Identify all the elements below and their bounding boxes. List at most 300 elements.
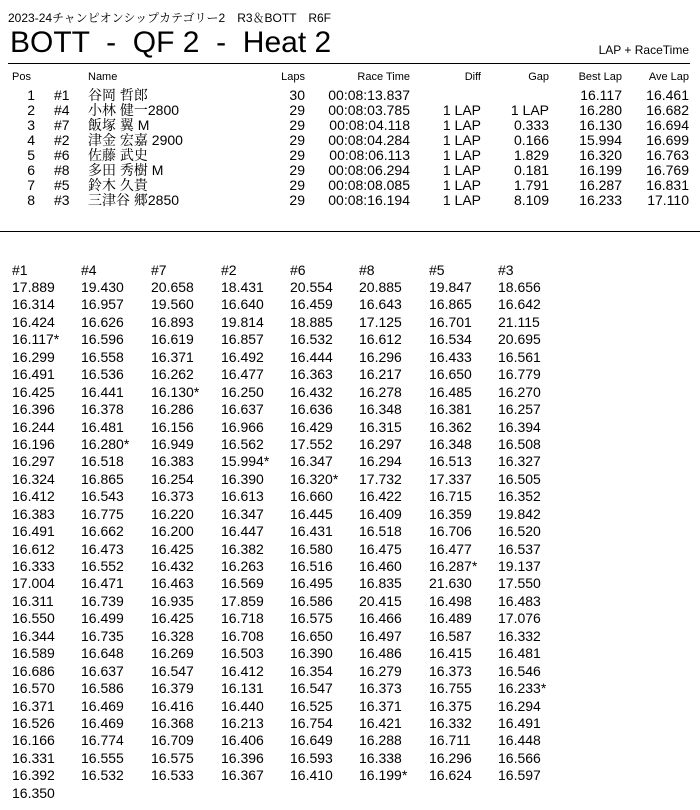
race-title: BOTT - QF 2 - Heat 2 — [10, 26, 332, 59]
lap-time: 16.533 — [151, 767, 194, 784]
lap-time: 21.630 — [429, 575, 472, 592]
lap-time: 16.200 — [151, 523, 194, 540]
result-pos: 5 — [27, 147, 35, 163]
lap-time: 16.373 — [359, 680, 402, 697]
lap-time: 16.296 — [359, 348, 402, 365]
lap-time: 16.447 — [221, 523, 264, 540]
lap-time: 16.432 — [290, 383, 333, 400]
lap-time: 17.076 — [498, 610, 541, 627]
lap-time: 20.554 — [290, 279, 333, 295]
result-diff: 1 LAP — [442, 147, 481, 163]
result-ave-lap: 16.831 — [646, 177, 689, 193]
result-laps: 29 — [289, 162, 305, 178]
lap-time: 16.597 — [498, 767, 541, 784]
lap-time: 16.410 — [290, 767, 333, 784]
result-best-lap: 16.280 — [579, 102, 622, 118]
result-diff: 1 LAP — [442, 117, 481, 133]
lap-time: 16.213 — [221, 714, 264, 731]
col-name-header: Name — [88, 71, 118, 83]
lap-time: 17.550 — [498, 575, 541, 592]
lap-time: 16.613 — [221, 488, 264, 505]
result-best-lap: 16.320 — [579, 147, 622, 163]
lap-time: 16.586 — [81, 680, 124, 697]
lap-time: 16.865 — [429, 296, 472, 313]
lap-time: 16.332 — [498, 627, 541, 644]
result-driver: 鈴木 久貴 — [88, 177, 148, 193]
lap-time: 16.593 — [290, 749, 333, 766]
event-name: 2023-24チャンピオンシップカテゴリー2 R3＆BOTT R6F — [8, 11, 332, 25]
lap-time: 16.562 — [221, 435, 264, 452]
lap-time: 16.412 — [12, 488, 55, 505]
lap-time: 16.347 — [290, 453, 333, 470]
lap-time: 16.546 — [498, 662, 541, 679]
lap-time: 16.394 — [498, 418, 541, 435]
result-laps: 30 — [289, 87, 305, 103]
result-row — [0, 133, 700, 148]
lap-time: 16.626 — [81, 313, 124, 330]
lap-time: 16.503 — [221, 645, 264, 662]
lap-time: 16.532 — [290, 331, 333, 348]
lap-time: 16.270 — [498, 383, 541, 400]
lap-time: 16.350 — [12, 784, 55, 801]
lap-time: 16.220 — [151, 505, 194, 522]
lap-time: 16.491 — [498, 714, 541, 731]
lap-time: 16.382 — [221, 540, 264, 557]
lap-time: 16.257 — [498, 401, 541, 418]
lap-time: 16.354 — [290, 662, 333, 679]
lap-time: 16.580 — [290, 540, 333, 557]
result-race-time: 00:08:06.113 — [329, 147, 410, 163]
lap-time: 16.706 — [429, 523, 472, 540]
lap-time: 16.520 — [498, 523, 541, 540]
result-best-lap: 16.199 — [579, 162, 622, 178]
lap-time: 16.612 — [359, 331, 402, 348]
col-pos-header: Pos — [12, 71, 31, 83]
result-number: #6 — [54, 147, 70, 163]
lap-time: 16.755 — [429, 680, 472, 697]
lap-time: 16.331 — [12, 749, 55, 766]
result-driver: 飯塚 翼 M — [88, 117, 150, 133]
lap-time: 16.117* — [12, 331, 60, 348]
lap-time: 16.441 — [81, 383, 124, 400]
result-pos: 8 — [27, 192, 35, 208]
lap-time: 16.294 — [498, 697, 541, 714]
lap-time: 16.835 — [359, 575, 402, 592]
result-best-lap: 16.233 — [579, 192, 622, 208]
result-gap: 1.791 — [513, 177, 549, 193]
result-best-lap: 15.994 — [579, 132, 622, 148]
lap-time: 18.431 — [221, 279, 264, 295]
lap-time: 17.125 — [359, 313, 402, 330]
lap-column-header: #5 — [429, 262, 445, 278]
result-row — [0, 148, 700, 163]
lap-column-header: #8 — [359, 262, 375, 278]
lap-time: 16.491 — [12, 366, 55, 383]
result-driver: 多田 秀樹 M — [88, 162, 164, 178]
lap-time: 16.575 — [290, 610, 333, 627]
lap-column-header: #1 — [12, 262, 28, 278]
lap-time: 20.695 — [498, 331, 541, 348]
lap-time: 16.324 — [12, 470, 55, 487]
lap-time: 16.352 — [498, 488, 541, 505]
lap-time: 16.294 — [359, 453, 402, 470]
lap-time: 16.297 — [359, 435, 402, 452]
result-ave-lap: 16.461 — [646, 87, 689, 103]
lap-time: 16.711 — [429, 732, 471, 749]
result-driver: 三津谷 郷2850 — [88, 192, 180, 208]
lap-time: 16.320* — [290, 470, 339, 487]
result-pos: 6 — [27, 162, 35, 178]
result-diff: 1 LAP — [442, 162, 481, 178]
lap-time: 16.396 — [221, 749, 264, 766]
lap-time: 16.425 — [151, 540, 194, 557]
lap-time: 16.392 — [12, 767, 55, 784]
lap-time: 16.774 — [81, 732, 124, 749]
lap-column — [81, 261, 129, 785]
result-laps: 29 — [289, 192, 305, 208]
result-laps: 29 — [289, 132, 305, 148]
lap-time: 21.115 — [498, 313, 540, 330]
lap-time: 15.994* — [221, 453, 270, 470]
result-ave-lap: 16.694 — [646, 117, 689, 133]
result-race-time: 00:08:16.194 — [328, 192, 410, 208]
lap-time: 16.735 — [81, 627, 124, 644]
lap-column — [12, 261, 59, 802]
result-row — [0, 163, 700, 178]
lap-time: 16.460 — [359, 558, 402, 574]
lap-time: 16.660 — [290, 488, 333, 505]
lap-time: 16.373 — [429, 662, 472, 679]
title-divider — [8, 63, 690, 64]
result-number: #7 — [54, 117, 70, 133]
lap-time: 16.166 — [12, 732, 55, 749]
result-row — [0, 88, 700, 103]
lap-time: 16.406 — [221, 732, 264, 749]
lap-time: 16.893 — [151, 313, 194, 330]
lap-time: 16.865 — [81, 470, 124, 487]
result-ave-lap: 17.110 — [647, 192, 689, 208]
result-gap: 1 LAP — [510, 102, 549, 118]
result-row — [0, 193, 700, 208]
lap-time: 16.279 — [359, 662, 402, 679]
lap-time: 16.536 — [81, 366, 124, 383]
result-pos: 1 — [27, 87, 35, 103]
lap-time: 16.715 — [429, 488, 472, 505]
lap-time: 16.338 — [359, 749, 402, 766]
lap-time: 16.390 — [290, 645, 333, 662]
result-driver: 佐藤 武史 — [88, 147, 148, 163]
lap-time: 16.199* — [359, 767, 408, 784]
lap-time: 20.658 — [151, 279, 194, 295]
lap-time: 16.269 — [151, 645, 194, 662]
result-laps: 29 — [289, 117, 305, 133]
lap-time: 16.311 — [12, 592, 54, 609]
lap-time: 16.379 — [151, 680, 194, 697]
lap-time: 16.485 — [429, 383, 472, 400]
result-race-time: 00:08:04.118 — [329, 117, 410, 133]
result-diff: 1 LAP — [442, 132, 481, 148]
lap-time: 16.332 — [429, 714, 472, 731]
result-ave-lap: 16.769 — [646, 162, 689, 178]
lap-time: 16.701 — [429, 313, 472, 330]
lap-time: 16.526 — [12, 714, 55, 731]
lap-time: 16.561 — [498, 348, 541, 365]
lap-column-header: #2 — [221, 262, 237, 278]
lap-time: 16.624 — [429, 767, 472, 784]
col-laps-header: Laps — [281, 71, 305, 83]
lap-time: 16.373 — [151, 488, 194, 505]
result-race-time: 00:08:08.085 — [328, 177, 410, 193]
lap-time: 16.547 — [290, 680, 333, 697]
lap-time: 16.640 — [221, 296, 264, 313]
lap-time: 16.371 — [12, 697, 55, 714]
lap-time: 16.254 — [151, 470, 194, 487]
lap-time: 16.473 — [81, 540, 124, 557]
result-number: #4 — [54, 102, 70, 118]
result-laps: 29 — [289, 147, 305, 163]
lap-column — [429, 261, 477, 785]
lap-time: 16.217 — [359, 366, 402, 383]
lap-time: 16.525 — [290, 697, 333, 714]
lap-time: 17.552 — [290, 435, 333, 452]
lap-time: 16.534 — [429, 331, 472, 348]
lap-time: 19.137 — [498, 558, 541, 574]
lap-time: 16.650 — [429, 366, 472, 383]
lap-time: 16.499 — [81, 610, 124, 627]
col-avelap-header: Ave Lap — [648, 71, 689, 83]
lap-time: 16.421 — [359, 714, 402, 731]
result-best-lap: 16.287 — [579, 177, 622, 193]
lap-column — [151, 261, 199, 785]
lap-time: 16.949 — [151, 435, 194, 452]
lap-time: 16.424 — [12, 313, 55, 330]
lap-time: 16.498 — [429, 592, 472, 609]
lap-time: 16.532 — [81, 767, 124, 784]
result-pos: 4 — [27, 132, 35, 148]
lap-time: 16.278 — [359, 383, 402, 400]
lap-time: 16.412 — [221, 662, 264, 679]
lap-time: 16.709 — [151, 732, 194, 749]
lap-time: 16.375 — [429, 697, 472, 714]
lap-time: 19.814 — [221, 313, 264, 330]
lap-time: 16.477 — [221, 366, 264, 383]
result-ave-lap: 16.763 — [646, 147, 689, 163]
lap-time: 16.587 — [429, 627, 472, 644]
result-laps: 29 — [289, 177, 305, 193]
result-number: #2 — [54, 132, 70, 148]
lap-time: 16.359 — [429, 505, 472, 522]
col-diff-header: Diff — [464, 71, 481, 83]
col-bestlap-header: Best Lap — [578, 71, 622, 83]
lap-time: 19.430 — [81, 279, 124, 295]
lap-time: 16.475 — [359, 540, 402, 557]
lap-time: 16.333 — [12, 558, 55, 574]
lap-time: 16.566 — [498, 749, 541, 766]
lap-time: 16.440 — [221, 697, 264, 714]
lap-time: 17.859 — [221, 592, 264, 609]
lap-column — [290, 261, 338, 785]
lap-time: 16.481 — [498, 645, 541, 662]
lap-time: 16.547 — [151, 662, 194, 679]
lap-time: 16.297 — [12, 453, 55, 470]
lap-time: 16.569 — [221, 575, 264, 592]
lap-time: 16.477 — [429, 540, 472, 557]
lap-time: 16.367 — [221, 767, 264, 784]
lap-time: 16.491 — [12, 523, 55, 540]
lap-time: 16.463 — [151, 575, 194, 592]
lap-time: 18.885 — [290, 313, 333, 330]
col-racetime-header: Race Time — [357, 71, 410, 83]
lap-column-header: #7 — [151, 262, 167, 278]
lap-time: 16.492 — [221, 348, 264, 365]
result-number: #8 — [54, 162, 70, 178]
lap-time: 16.596 — [81, 331, 124, 348]
lap-time: 16.957 — [81, 296, 124, 313]
lap-time: 16.347 — [221, 505, 264, 522]
lap-time: 16.650 — [290, 627, 333, 644]
lap-time: 16.422 — [359, 488, 402, 505]
result-diff: 1 LAP — [442, 102, 481, 118]
lap-time: 16.299 — [12, 348, 55, 365]
lap-time: 16.495 — [290, 575, 333, 592]
lap-time: 16.550 — [12, 610, 55, 627]
lap-time: 16.686 — [12, 662, 55, 679]
lap-time: 16.371 — [151, 348, 194, 365]
lap-time: 16.469 — [81, 697, 124, 714]
lap-time: 16.233* — [498, 680, 547, 697]
lap-time: 16.469 — [81, 714, 124, 731]
lap-time: 16.288 — [359, 732, 402, 749]
lap-time: 16.648 — [81, 645, 124, 662]
lap-time: 16.315 — [359, 418, 402, 435]
lap-time: 16.363 — [290, 366, 333, 383]
result-gap: 0.333 — [513, 117, 549, 133]
lap-time: 16.244 — [12, 418, 55, 435]
result-number: #3 — [54, 192, 70, 208]
lap-time: 16.466 — [359, 610, 402, 627]
lap-time: 17.732 — [359, 470, 402, 487]
lap-time: 16.471 — [81, 575, 124, 592]
lap-column-header: #4 — [81, 262, 97, 278]
lap-time: 16.381 — [429, 401, 472, 418]
lap-time: 16.662 — [81, 523, 124, 540]
lap-time: 16.348 — [429, 435, 472, 452]
lap-time: 17.004 — [12, 575, 55, 592]
lap-time: 16.642 — [498, 296, 541, 313]
result-driver: 小林 健一2800 — [88, 102, 180, 118]
result-pos: 2 — [27, 102, 35, 118]
lap-time: 16.558 — [81, 348, 124, 365]
lap-time: 16.513 — [429, 453, 472, 470]
lap-time: 19.842 — [498, 505, 541, 522]
result-driver: 谷岡 哲郎 — [88, 87, 148, 103]
lap-time: 16.508 — [498, 435, 541, 452]
lap-time: 16.966 — [221, 418, 264, 435]
result-race-time: 00:08:13.837 — [328, 87, 410, 103]
result-gap: 1.829 — [513, 147, 549, 163]
result-number: #5 — [54, 177, 70, 193]
lap-column — [498, 261, 546, 785]
lap-time: 19.847 — [429, 279, 472, 295]
lap-time: 16.516 — [290, 558, 333, 574]
lap-time: 16.425 — [151, 610, 194, 627]
result-best-lap: 16.130 — [579, 117, 622, 133]
lap-time: 16.643 — [359, 296, 402, 313]
lap-time: 16.497 — [359, 627, 402, 644]
lap-time: 16.483 — [498, 592, 541, 609]
result-race-time: 00:08:04.284 — [328, 132, 410, 148]
lap-time: 16.344 — [12, 627, 55, 644]
lap-time: 16.575 — [151, 749, 194, 766]
lap-time: 16.432 — [151, 558, 194, 574]
result-race-time: 00:08:06.294 — [328, 162, 410, 178]
lap-time: 16.636 — [290, 401, 333, 418]
lap-time: 16.130* — [151, 383, 200, 400]
lap-time: 16.396 — [12, 401, 55, 418]
lap-time: 16.779 — [498, 366, 541, 383]
lap-time: 16.505 — [498, 470, 541, 487]
results-table — [0, 88, 700, 208]
lap-time: 16.481 — [81, 418, 124, 435]
result-laps: 29 — [289, 102, 305, 118]
lap-time: 16.390 — [221, 470, 264, 487]
lap-time: 16.637 — [81, 662, 124, 679]
lap-time: 16.718 — [221, 610, 264, 627]
lap-time: 16.775 — [81, 505, 124, 522]
lap-column — [359, 261, 407, 785]
lap-time: 16.589 — [12, 645, 55, 662]
lap-column-header: #6 — [290, 262, 306, 278]
lap-time: 16.250 — [221, 383, 264, 400]
lap-time: 16.156 — [151, 418, 194, 435]
lap-time: 16.348 — [359, 401, 402, 418]
lap-time: 16.619 — [151, 331, 194, 348]
col-gap-header: Gap — [528, 71, 549, 83]
lap-time: 16.280* — [81, 435, 130, 452]
lap-time: 16.754 — [290, 714, 333, 731]
lap-time: 16.612 — [12, 540, 55, 557]
lap-time: 16.637 — [221, 401, 264, 418]
lap-time: 16.362 — [429, 418, 472, 435]
lap-column-header: #3 — [498, 262, 514, 278]
lap-time: 16.378 — [81, 401, 124, 418]
lap-time: 16.518 — [81, 453, 124, 470]
result-gap: 0.181 — [513, 162, 549, 178]
report-subtitle: LAP + RaceTime — [598, 43, 689, 57]
lap-time: 16.448 — [498, 732, 541, 749]
lap-time: 16.552 — [81, 558, 124, 574]
lap-time: 16.371 — [359, 697, 402, 714]
lap-time: 16.543 — [81, 488, 124, 505]
lap-time: 16.263 — [221, 558, 264, 574]
lap-time: 16.445 — [290, 505, 333, 522]
lap-time: 17.337 — [429, 470, 472, 487]
result-pos: 7 — [27, 177, 35, 193]
lap-time: 16.327 — [498, 453, 541, 470]
lap-time: 18.656 — [498, 279, 541, 295]
lap-time: 16.131 — [221, 680, 264, 697]
result-number: #1 — [54, 87, 70, 103]
lap-time: 16.415 — [429, 645, 472, 662]
lap-time: 16.416 — [151, 697, 194, 714]
result-race-time: 00:08:03.785 — [328, 102, 410, 118]
result-gap: 0.166 — [513, 132, 549, 148]
result-row — [0, 118, 700, 133]
lap-time: 16.570 — [12, 680, 55, 697]
result-pos: 3 — [27, 117, 35, 133]
lap-time: 16.459 — [290, 296, 333, 313]
lap-time: 16.555 — [81, 749, 124, 766]
